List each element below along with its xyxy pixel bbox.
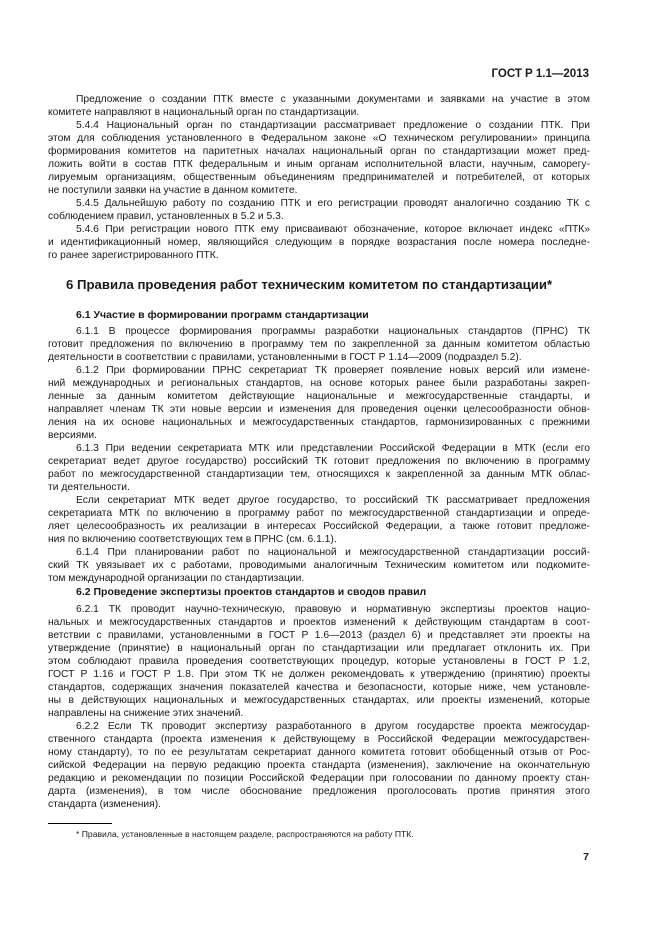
page-number: 7 <box>583 851 589 863</box>
text-line: го ранее зарегистрированного ПТК. <box>48 250 219 261</box>
text-line: 5.4.6 При регистрации нового ПТК ему присваивают обозначение, которое включает индекс «ПТК» <box>76 224 590 235</box>
text-line: ления на их основе национальных и межгосударственных стандартов, гармонизированных с прежними <box>48 417 590 428</box>
text-line: ленные за данным комитетом действующие национальные и межгосударственные стандарты, и <box>48 391 590 402</box>
paragraph <box>48 93 590 119</box>
text-line: ния по включению соответствующих тем в ПРНС (см. 6.1.1). <box>48 534 337 545</box>
text-line: 6.1.2 При формировании ПРНС секретариат ТК проверяет появление новых версий или измене- <box>76 365 590 376</box>
text-line: 5.4.4 Национальный орган по стандартизации рассматривает предложение о создании ПТК. При <box>76 120 590 131</box>
text-line: этом соблюдают правила проведения соответствующих процедур, которые установлены в ГОСТ Р 1.2, <box>48 656 590 667</box>
text-line: ский ТК увязывает их с работами, проводимыми аналогичным Техническим комитетом или подкомите- <box>48 560 590 571</box>
paragraph <box>48 325 590 364</box>
text-line: направляет членам ТК эти новые версии и изменения для проведения оценки целесообразности обнов- <box>48 404 590 415</box>
document-code-header: ГОСТ Р 1.1—2013 <box>491 68 589 80</box>
text-line: ложить войти в состав ПТК федеральным и иным органам исполнительной власти, научным, саморегу- <box>48 159 590 170</box>
text-line: версиями. <box>48 430 97 441</box>
text-line: утверждение (принятие) в национальный орган по стандартизации или предлагает отклонить их. При <box>48 643 590 654</box>
text-line: стандарта (изменения). <box>48 799 162 810</box>
subsection-6-2-body <box>48 603 590 811</box>
text-line: этом для соблюдения установленного в Федеральном законе «О техническом регулировании» принципа <box>48 133 590 144</box>
text-line: ны в действующих национальных и межгосударственных стандартах, или проекты изменений, которые <box>48 695 590 706</box>
text-line: соблюдением правил, установленных в 5.2 и 5.3. <box>48 211 284 222</box>
footnote-divider <box>48 823 112 824</box>
paragraph <box>48 197 590 223</box>
paragraph <box>48 603 590 720</box>
subsection-6-1-heading: 6.1 Участие в формировании программ стандартизации <box>76 309 369 321</box>
text-line: ляет целесообразность их реализации в интересах Российской Федерации, а также готовит предложе- <box>48 521 590 532</box>
text-line: 5.4.5 Дальнейшую работу по созданию ПТК и его регистрации проводят аналогично созданию ТК с <box>76 198 590 209</box>
text-line: лируемым организациям, общественным объединениям предпринимателей и потребителей, от которых <box>48 172 590 183</box>
text-line: ГОСТ Р 1.16 и ГОСТ Р 1.8. При этом ТК не должен рекомендовать к утверждению (принятию) проекты <box>48 669 590 680</box>
text-line: готовит предложения по включению в программу тем по закрепленной за данным комитетом областью <box>48 339 590 350</box>
paragraph <box>48 494 590 546</box>
paragraph <box>48 223 590 262</box>
text-line: секретариата МТК по включению в программу работ по межгосударственной стандартизации и опреде- <box>48 508 590 519</box>
text-line: сийской Федерации на первую редакцию проекта стандарта (изменения), заключение на окончательную <box>48 760 590 771</box>
text-line: комитете направляют в национальный орган по стандартизации. <box>48 107 360 118</box>
text-line: направлены на снижение этих значений. <box>48 708 244 719</box>
text-line: не поступили заявки на участие в данном комитете. <box>48 185 298 196</box>
text-line: ний международных и региональных стандартов, на основе которых ранее были разработаны закреп- <box>48 378 590 389</box>
text-line: том международной организации по стандартизации. <box>48 573 305 584</box>
text-line: секретариат ведет другое государство) российский ТК готовит предложения по включению в программу <box>48 456 590 467</box>
subsection-6-1-body <box>48 325 590 585</box>
subsection-6-2-heading: 6.2 Проведение экспертизы проектов стандартов и сводов правил <box>76 586 427 598</box>
text-line: формирования комитетов на паритетных началах национальный орган по стандартизации может пред- <box>48 146 590 157</box>
paragraph <box>48 119 590 197</box>
paragraph <box>48 546 590 585</box>
paragraph <box>48 442 590 494</box>
text-line: Если секретариат МТК ведет другое государство, то российский ТК рассматривает предложения <box>76 495 590 506</box>
text-line: стандартов, содержащих значения показателей качества и безопасности, которые ниже, чем установле- <box>48 682 590 693</box>
text-line: ти деятельности. <box>48 482 130 493</box>
text-line: 6.1.3 При ведении секретариата МТК или представлении Российской Федерации в МТК (если его <box>76 443 590 454</box>
text-line: редакцию и рекомендации по позиции Российской Федерации при голосовании по данному проекту стан- <box>48 773 590 784</box>
text-line: дарта (изменения), в том числе обоснование предложения проголосовать против принятия этого <box>48 786 590 797</box>
text-line: деятельности в соответствии с правилами, установленными в ГОСТ Р 1.14—2009 (подраздел 5.2). <box>48 352 522 363</box>
text-line: работ по межгосударственной стандартизации тем, относящихся к закрепленной за данным МТК облас- <box>48 469 590 480</box>
text-line: нальных и межгосударственных стандартов и проектов изменений к действующим стандартам в соот- <box>48 617 590 628</box>
text-line: ственного стандарта (проекта изменения к действующему в Российской Федерации межгосударствен- <box>48 734 590 745</box>
text-line: 6.1.1 В процессе формирования программы разработки национальных стандартов (ПРНС) ТК <box>76 326 590 337</box>
text-line: ветствии с правилами, установленными в ГОСТ Р 1.6—2013 (раздел 6) и представляет эти проекты на <box>48 630 590 641</box>
section-5-tail <box>48 93 590 262</box>
footnote: * Правила, установленные в настоящем разделе, распространяются на работу ПТК. <box>76 829 414 839</box>
paragraph <box>48 364 590 442</box>
paragraph <box>48 720 590 811</box>
text-line: 6.2.2 Если ТК проводит экспертизу разработанного в другом государстве проекта межгосудар- <box>76 721 590 732</box>
text-line: Предложение о создании ПТК вместе с указанными документами и заявками на участие в этом <box>76 94 590 105</box>
text-line: и идентификационный номер, являющийся следующим в порядке возрастания после номера последне- <box>48 237 590 248</box>
text-line: ному стандарту), то по ее результатам секретариат данного комитета готовит обобщенный отзыв от Рос- <box>48 747 590 758</box>
text-line: 6.1.4 При планировании работ по национальной и межгосударственной стандартизации россий- <box>76 547 590 558</box>
section-6-heading: 6 Правила проведения работ техническим комитетом по стандартизации* <box>66 277 553 292</box>
text-line: 6.2.1 ТК проводит научно-техническую, правовую и нормативную экспертизы проектов нацио- <box>76 604 590 615</box>
